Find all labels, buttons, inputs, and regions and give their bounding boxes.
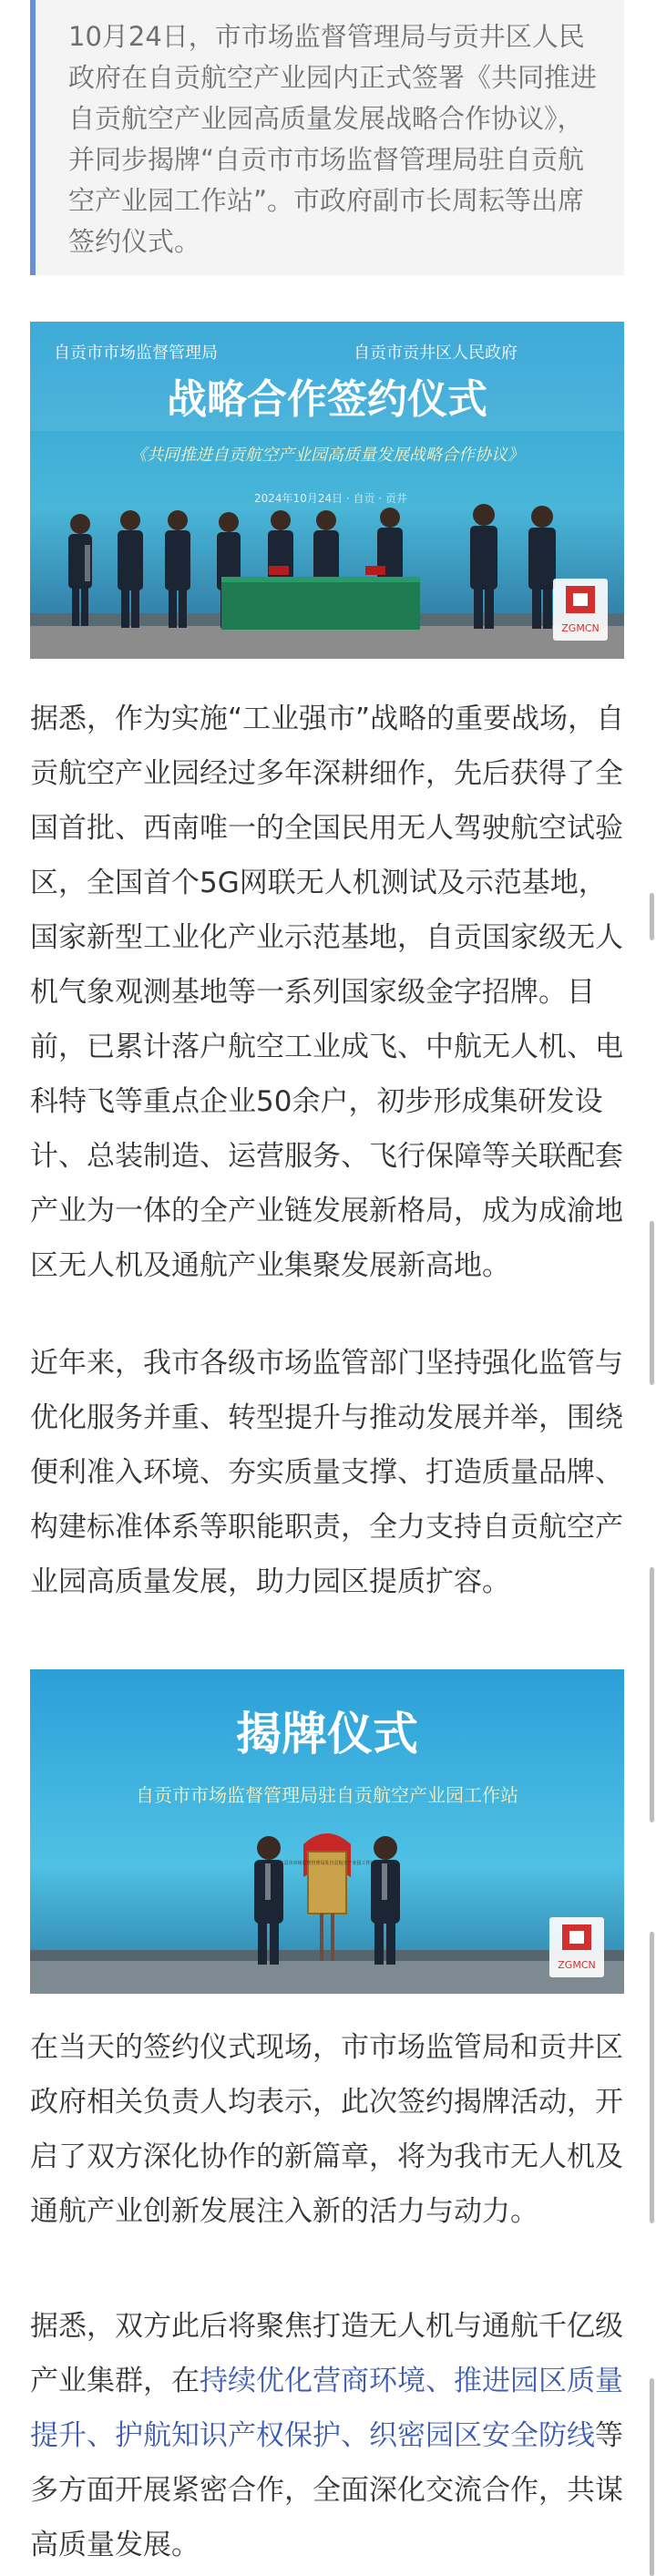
paragraph-1: 据悉，作为实施“工业强市”战略的重要战场，自贡航空产业园经过多年深耕细作，先后获得了全国首批、西南唯一的全国民用无人驾驶航空试验区，全国首个5G网联无人机测试及示范基地，国家新型工业化产业示范基地，自贡国家级无人机气象观测基地等一系列国家级金字招牌。目前，已累计落户航空工业成飞、中航无人机、电科特飞等重点企业50余户，初步形成集研发设计、总装制造、运营服务、飞行保障等关联配套产业为一体的全产业链发展新格局，成为成渝地区无人机及通航产业集聚发展新高地。 (30, 703, 625, 1282)
paragraph-4-outro: 等多方面开展紧密合作，全面深化交流合作，共谋高质量发展。 (30, 2419, 623, 2561)
scroll-thumb[interactable] (650, 2378, 654, 2576)
paragraph-4-intro: 据悉，双方此后将聚焦打造无人机与通航千亿级产业集群，在 (30, 2310, 623, 2397)
banner-title-2: 揭牌仪式 (236, 1707, 418, 1760)
watermark-text: ZGMCN (561, 622, 600, 634)
link-safety-defense[interactable]: 织密园区安全防线 (369, 2419, 595, 2452)
scroll-thumb[interactable] (650, 893, 654, 940)
link-quality-improvement[interactable]: 推进园区质量提升 (30, 2365, 623, 2452)
separator: 、 (425, 2365, 454, 2397)
watermark-logo-2 (549, 1917, 604, 1977)
scrollbar[interactable] (648, 0, 656, 2576)
paragraph-2: 近年来，我市各级市场监管部门坚持强化监管与优化服务并重、转型提升与推动发展并举，围绕便利准入环境、夯实质量支撑、打造质量品牌、构建标准体系等职能职责，全力支持自贡航空产业园高质量发展，助力园区提质扩容。 (30, 1347, 623, 1598)
separator: 、 (341, 2419, 369, 2452)
watermark-text-2: ZGMCN (558, 1959, 596, 1971)
paragraph-4 (30, 2299, 628, 2572)
lead-text: 10月24日，市市场监督管理局与贡井区人民政府在自贡航空产业园内正式签署《共同推进自贡航空产业园高质量发展战略合作协议》，并同步揭牌“自贡市市场监督管理局驻自贡航空产业园工作站”。市政府副市长周耘等出席签约仪式。 (68, 21, 598, 257)
paragraph-3: 在当天的签约仪式现场，市市场监管局和贡井区政府相关负责人均表示，此次签约揭牌活动，开启了双方深化协作的新篇章，将为我市无人机及通航产业创新发展注入新的活力与动力。 (30, 2031, 623, 2228)
banner-subtitle-2: 自贡市市场监督管理局驻自贡航空产业园工作站 (136, 1784, 518, 1806)
separator: 、 (87, 2419, 115, 2452)
banner-org-right: 自贡市贡井区人民政府 (354, 344, 518, 363)
scroll-thumb[interactable] (650, 1567, 654, 1822)
plaque-unveiling-photo[interactable] (30, 1669, 624, 1994)
scroll-thumb[interactable] (650, 1221, 654, 1385)
signing-ceremony-photo[interactable] (30, 322, 624, 659)
watermark-logo (553, 579, 608, 641)
banner-org-left: 自贡市市场监督管理局 (54, 344, 218, 363)
banner-date: 2024年10月24日 · 自贡 · 贡井 (254, 492, 407, 505)
link-ip-protection[interactable]: 护航知识产权保护 (115, 2419, 341, 2452)
signing-ceremony-scene (30, 322, 624, 659)
scroll-thumb[interactable] (650, 1932, 654, 2223)
plaque-unveiling-scene (30, 1669, 624, 1994)
lead-quote (30, 0, 624, 275)
link-business-environment[interactable]: 持续优化营商环境 (200, 2365, 425, 2397)
banner-subtitle: 《共同推进自贡航空产业园高质量发展战略合作协议》 (130, 446, 524, 465)
banner-title: 战略合作签约仪式 (167, 376, 487, 423)
plaque-text: 自贡市市场监督管理局驻自贡航空产业园工作站 (279, 1861, 375, 1866)
